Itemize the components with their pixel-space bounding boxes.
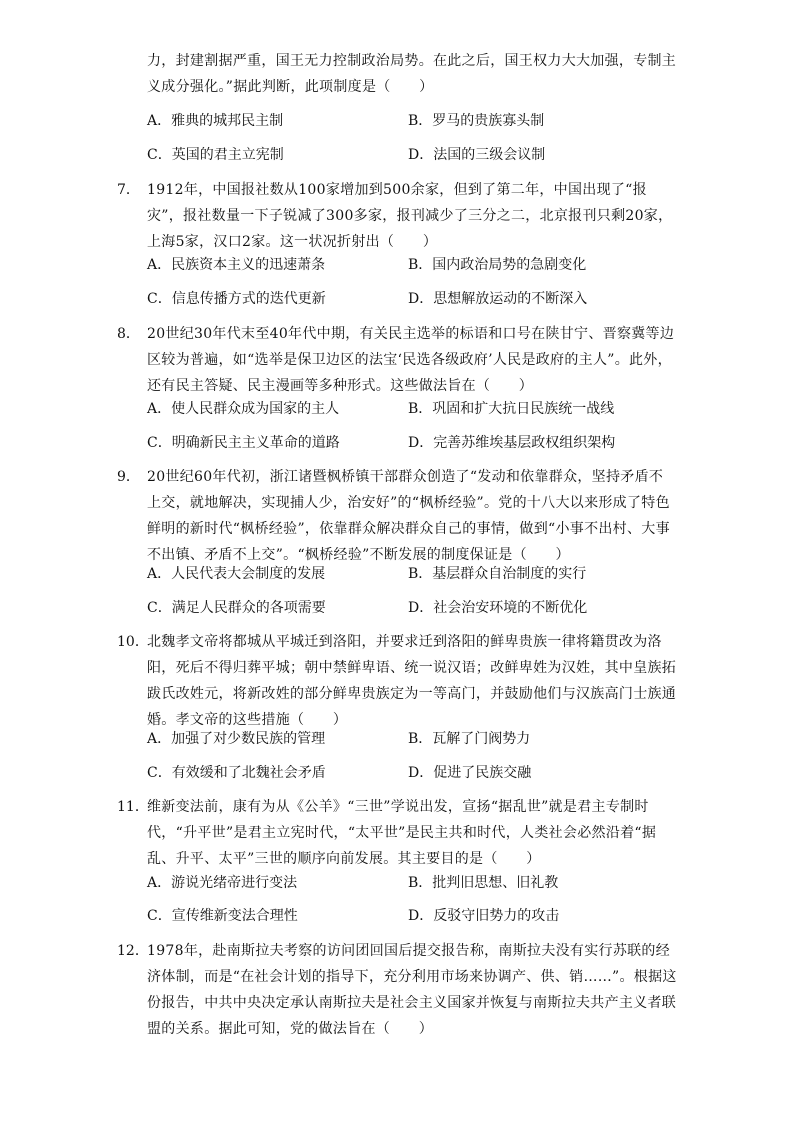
- question-11-option-a: A．游说光绪帝进行变法: [147, 875, 298, 891]
- question-10-number: 10．: [117, 634, 149, 650]
- question-9-number: 9．: [117, 469, 140, 485]
- question-6-continuation-text: 力，封建割据严重，国王无力控制政治局势。在此之后，国王权力大大加强，专制主义成分强化。”据此判断，此项制度是（ ）: [147, 53, 677, 95]
- question-8-option-c: C．明确新民主主义革命的道路: [147, 435, 340, 451]
- question-8-option-b: B．巩固和扩大抗日民族统一战线: [408, 401, 615, 417]
- question-7-option-c: C．信息传播方式的迭代更新: [147, 291, 326, 307]
- question-10-text: 北魏孝文帝将都城从平城迁到洛阳，并要求迁到洛阳的鲜卑贵族一律将籍贯改为洛阳，死后不得归葬平城；朝中禁鲜卑语、统一说汉语；改鲜卑姓为汉姓，其中皇族拓跋氏改姓元，将新改姓的部分鲜卑贵族定为一等高门，并鼓励他们与汉族高门士族通婚。孝文帝的这些措施（ ）: [147, 634, 677, 728]
- question-10-option-c: C．有效缓和了北魏社会矛盾: [147, 765, 326, 781]
- question-9-option-d: D．社会治安环境的不断优化: [408, 600, 588, 616]
- question-6-option-a: A．雅典的城邦民主制: [147, 113, 284, 129]
- question-7-number: 7．: [117, 182, 140, 198]
- question-10-option-d: D．促进了民族交融: [408, 765, 532, 781]
- question-12-text: 1978年，赴南斯拉夫考察的访问团回国后提交报告称，南斯拉夫没有实行苏联的经济体制，而是“在社会计划的指导下，充分利用市场来协调产、供、销……”。根据这份报告，中共中央决定承认南斯拉夫是社会主义国家并恢复与南斯拉夫共产主义者联盟的关系。据此可知，党的做法旨在（ ）: [147, 943, 677, 1037]
- question-8-option-a: A．使人民群众成为国家的主人: [147, 401, 340, 417]
- question-11-option-d: D．反驳守旧势力的攻击: [408, 908, 560, 924]
- question-10-option-b: B．瓦解了门阀势力: [408, 731, 531, 747]
- question-7-option-d: D．思想解放运动的不断深入: [408, 291, 588, 307]
- question-11-number: 11．: [117, 799, 149, 815]
- question-9-text: 20世纪60年代初，浙江诸暨枫桥镇干部群众创造了“发动和依靠群众，坚持矛盾不上交，就地解决，实现捕人少，治安好”的“枫桥经验”。党的十八大以来形成了特色鲜明的新时代“枫桥经验”，依靠群众解决群众自己的事情，做到“小事不出村、大事不出镇、矛盾不上交”。“枫桥经验”不断发展的制度保证是（ ）: [147, 469, 670, 563]
- question-9-option-a: A．人民代表大会制度的发展: [147, 566, 326, 582]
- question-8-option-d: D．完善苏维埃基层政权组织架构: [408, 435, 616, 451]
- question-11-option-c: C．宣传维新变法合理性: [147, 908, 298, 924]
- question-6-option-c: C．英国的君主立宪制: [147, 147, 284, 163]
- question-11-option-b: B．批判旧思想、旧礼教: [408, 875, 559, 891]
- question-7-option-b: B．国内政治局势的急剧变化: [408, 257, 587, 273]
- question-6-option-b: B．罗马的贵族寡头制: [408, 113, 545, 129]
- question-10-option-a: A．加强了对少数民族的管理: [147, 731, 326, 747]
- question-6-option-d: D．法国的三级会议制: [408, 147, 546, 163]
- question-12-number: 12．: [117, 943, 149, 959]
- question-9-option-c: C．满足人民群众的各项需要: [147, 600, 326, 616]
- question-11-text: 维新变法前，康有为从《公羊》“三世”学说出发，宣扬“据乱世”就是君主专制时代，“升平世”是君主立宪时代，“太平世”是民主共和时代，人类社会必然沿着“据乱、升平、太平”三世的顺序向前发展。其主要目的是（ ）: [147, 799, 657, 867]
- question-7-option-a: A．民族资本主义的迅速萧条: [147, 257, 326, 273]
- question-8-text: 20世纪30年代末至40年代中期，有关民主选举的标语和口号在陕甘宁、晋察冀等边区较为普遍，如“选举是保卫边区的法宝‘民选各级政府’人民是政府的主人”。此外，还有民主答疑、民主漫画等多种形式。这些做法旨在（ ）: [147, 326, 675, 394]
- question-9-option-b: B．基层群众自治制度的实行: [408, 566, 587, 582]
- question-8-number: 8．: [117, 326, 140, 342]
- question-7-text: 1912年，中国报社数从100家增加到500余家，但到了第二年，中国出现了“报灾”，报社数量一下子锐减了300多家，报刊减少了三分之二，北京报刊只剩20家，上海5家，汉口2家。这一状况折射出（ ）: [147, 182, 673, 250]
